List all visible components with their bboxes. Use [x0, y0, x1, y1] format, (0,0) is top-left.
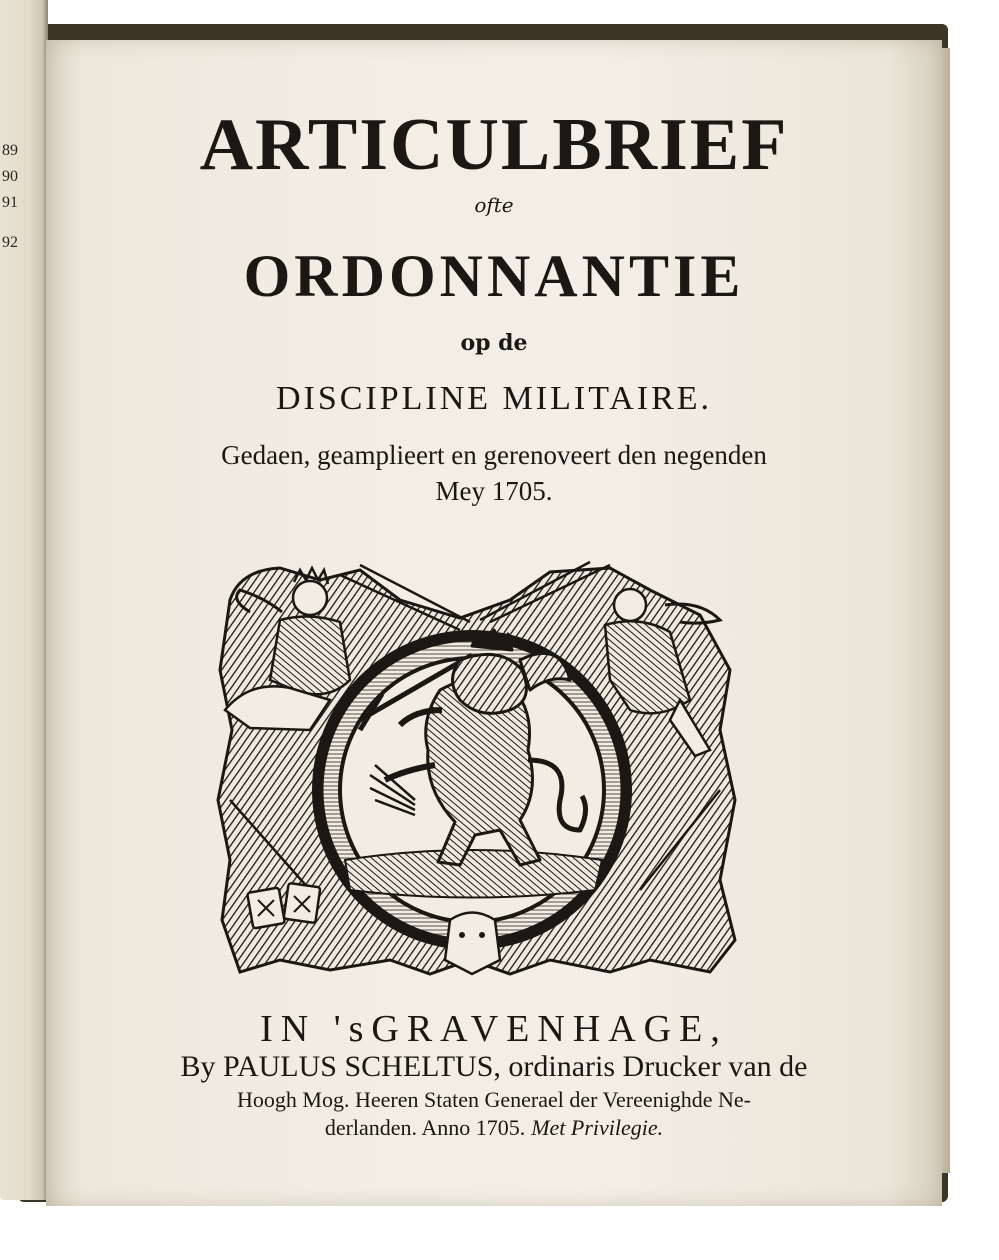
lion-rampant-woodcut-icon — [210, 560, 740, 980]
title-connector-op-de: op de — [460, 330, 528, 356]
imprint-privilege: Met Privilegie. — [531, 1115, 664, 1140]
left-page-number: 90 — [2, 168, 18, 185]
imprint-line-3: Hoogh Mog. Heeren Staten Generael der Vereenighde Ne- — [237, 1087, 751, 1112]
title-ordonnantie: ORDONNANTIE — [243, 243, 745, 309]
main-title: ARTICULBRIEF — [199, 104, 789, 186]
left-page-number: 91 — [2, 194, 18, 211]
imprint-printer: By PAULUS SCHELTUS, ordinaris Drucker van de — [180, 1050, 808, 1083]
imprint-place: IN 'sGRAVENHAGE, — [260, 1008, 728, 1050]
imprint-line-4 — [46, 1114, 942, 1142]
subtitle-line-2: Mey 1705. — [435, 476, 553, 506]
imprint-year: derlanden. Anno 1705. — [324, 1115, 526, 1140]
left-page — [0, 0, 48, 1200]
left-page-numbers — [2, 138, 32, 256]
left-page-number: 89 — [2, 142, 18, 159]
title-discipline: DISCIPLINE MILITAIRE. — [275, 380, 713, 417]
subtitle-line-1: Gedaen, geamplieert en gerenoveert den negenden — [221, 440, 767, 470]
left-page-number: 92 — [2, 234, 18, 251]
title-connector-ofte: ofte — [474, 193, 514, 217]
